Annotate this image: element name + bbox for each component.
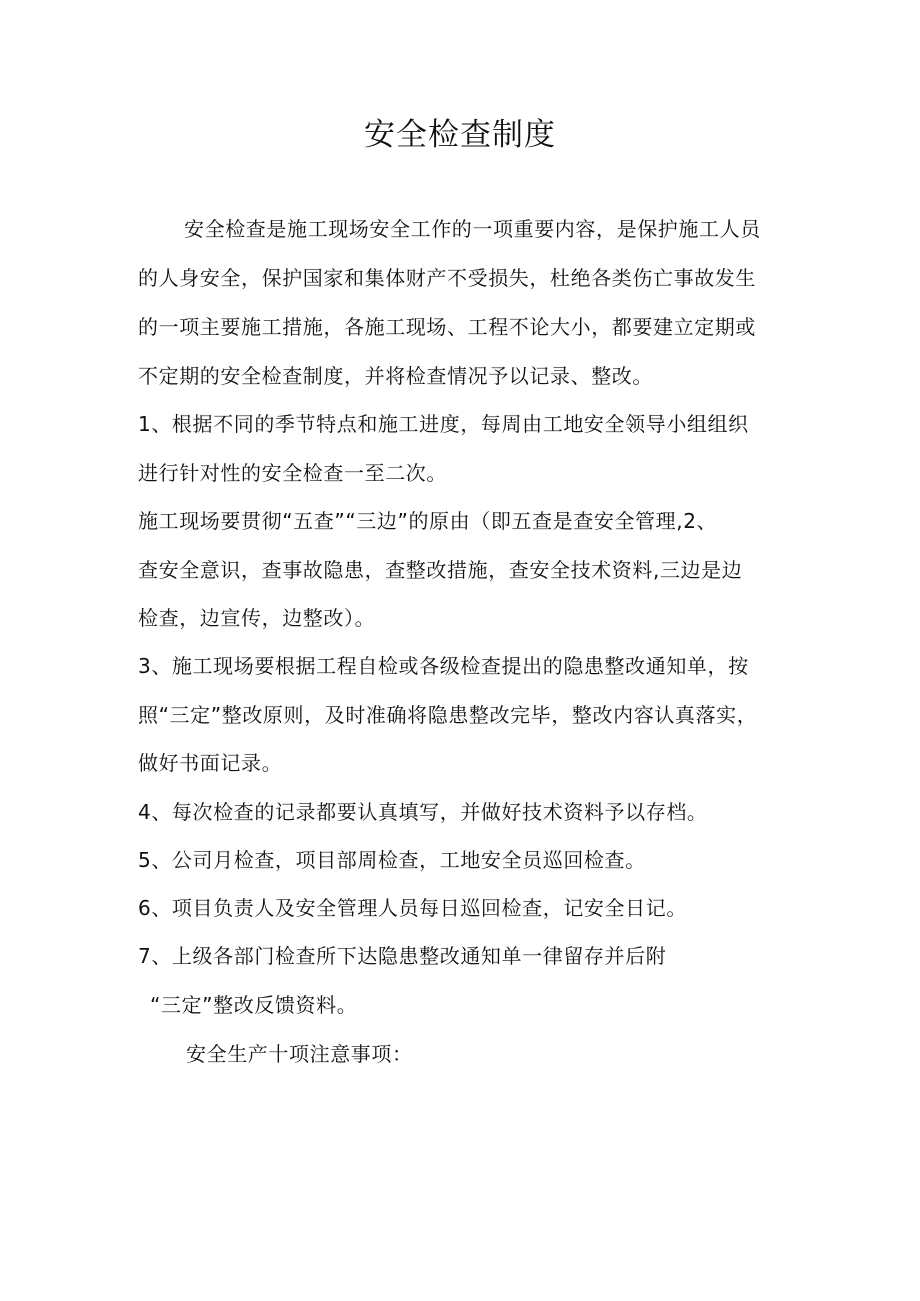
item-1-line-2: 进行针对性的安全检查一至二次。 bbox=[138, 461, 447, 485]
item-7-line-1: 7、上级各部门检查所下达隐患整改通知单一律留存并后附 bbox=[138, 944, 667, 968]
item-7-line-2: “三定”整改反馈资料。 bbox=[150, 993, 358, 1017]
section-heading: 安全生产十项注意事项： bbox=[186, 1042, 413, 1066]
item-2-line-3: 检查，边宣传，边整改）。 bbox=[138, 606, 376, 630]
document-title: 安全检查制度 bbox=[364, 117, 556, 153]
item-3-line-1: 3、施工现场要根据工程自检或各级检查提出的隐患整改通知单，按 bbox=[138, 654, 749, 678]
item-3-line-3: 做好书面记录。 bbox=[138, 751, 283, 775]
intro-line-2: 的人身安全，保护国家和集体财产不受损失，杜绝各类伤亡事故发生 bbox=[138, 266, 756, 290]
item-6: 6、项目负责人及安全管理人员每日巡回检查，记安全日记。 bbox=[138, 896, 687, 920]
item-1-line-1: 1、根据不同的季节特点和施工进度，每周由工地安全领导小组组织 bbox=[138, 412, 749, 436]
item-5: 5、公司月检查，项目部周检查，工地安全员巡回检查。 bbox=[138, 848, 646, 872]
intro-line-4: 不定期的安全检查制度，并将检查情况予以记录、整改。 bbox=[138, 364, 653, 388]
intro-line-3: 的一项主要施工措施，各施工现场、工程不论大小，都要建立定期或 bbox=[138, 315, 756, 339]
intro-line-1: 安全检查是施工现场安全工作的一项重要内容，是保护施工人员 bbox=[184, 217, 761, 241]
item-2-line-1: 施工现场要贯彻“五查”“三边”的原由（即五查是查安全管理,2、 bbox=[138, 509, 718, 533]
item-4: 4、每次检查的记录都要认真填写，并做好技术资料予以存档。 bbox=[138, 800, 708, 824]
item-2-line-2: 查安全意识，查事故隐患，查整改措施，查安全技术资料,三边是边 bbox=[138, 558, 743, 582]
item-3-line-2: 照“三定”整改原则，及时准确将隐患整改完毕，整改内容认真落实， bbox=[138, 703, 758, 727]
